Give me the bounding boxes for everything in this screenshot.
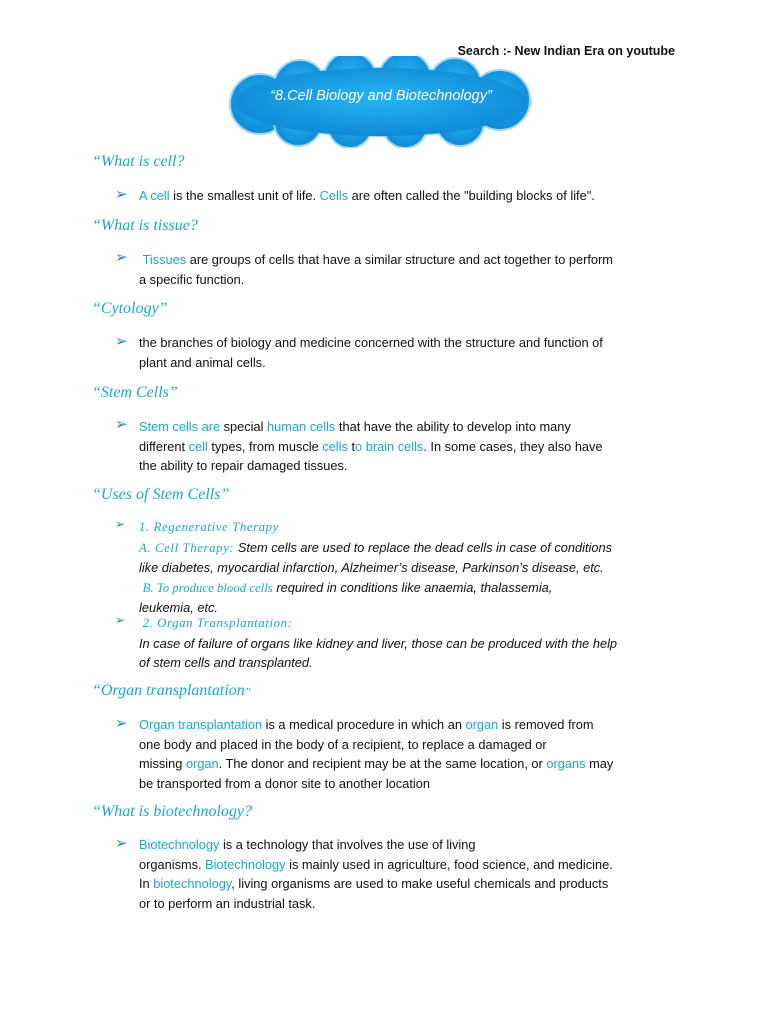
- uses-item-regenerative-therapy: 1. Regenerative Therapy A. Cell Therapy: Stem cells are used to replace the dead cells in case of conditions like diabetes, myocardial infarction, Alzheimer’s disease, Parkinson’s disease, etc. B. To produce blood cells required in conditions like anaemia, thalassemia, leukemia, etc.: [139, 520, 612, 615]
- title-cloud: [220, 56, 542, 148]
- arrow-bullet-icon: ➢: [115, 186, 128, 203]
- uses-item-organ-transplantation: 2. Organ Transplantation: In case of failure of organs like kidney and liver, those can be produced with the help of stem cells and transplanted.: [139, 616, 618, 670]
- heading-what-is-biotechnology: “What is biotechnology?: [92, 803, 252, 820]
- arrow-bullet-icon: ➢: [115, 613, 126, 627]
- arrow-bullet-icon: ➢: [115, 333, 128, 350]
- heading-organ-transplantation: “Organ transplantation”: [92, 682, 251, 699]
- cell-definition: A cell is the smallest unit of life. Cells are often called the "building blocks of life".: [139, 188, 595, 203]
- heading-stem-cells: “Stem Cells”: [92, 384, 178, 401]
- organ-transplantation-definition: Organ transplantation is a medical procedure in which an organ is removed from one body and placed in the body of a recipient, to replace a damaged or missing organ. The donor and recipient may be at the same location, or organs may be transported from a donor site to another location: [139, 717, 614, 791]
- cytology-definition: the branches of biology and medicine concerned with the structure and function of plant and animal cells.: [139, 335, 603, 370]
- heading-cytology: “Cytology”: [92, 300, 168, 317]
- arrow-bullet-icon: ➢: [115, 416, 128, 433]
- tissue-definition: Tissues are groups of cells that have a similar structure and act together to perform a specific function.: [139, 252, 613, 287]
- arrow-bullet-icon: ➢: [115, 249, 128, 266]
- search-note: Search :- New Indian Era on youtube: [457, 44, 675, 58]
- heading-uses-of-stem-cells: “Uses of Stem Cells”: [92, 486, 230, 503]
- stem-cells-definition: Stem cells are special human cells that have the ability to develop into many different cell types, from muscle cells to brain cells. In some cases, they also have the ability to repair damaged tissues.: [139, 419, 603, 473]
- document-title: “8.Cell Biology and Biotechnology”: [270, 88, 492, 104]
- arrow-bullet-icon: ➢: [115, 517, 126, 531]
- arrow-bullet-icon: ➢: [115, 835, 128, 852]
- arrow-bullet-icon: ➢: [115, 715, 128, 732]
- heading-what-is-cell: “What is cell?: [92, 153, 185, 170]
- biotechnology-definition: Biotechnology is a technology that involves the use of living organisms. Biotechnology is mainly used in agriculture, food science, and medicine. In biotechnology, living organisms are used to make useful chemicals and products or to perform an industrial task.: [139, 837, 613, 911]
- heading-what-is-tissue: “What is tissue?: [92, 217, 198, 234]
